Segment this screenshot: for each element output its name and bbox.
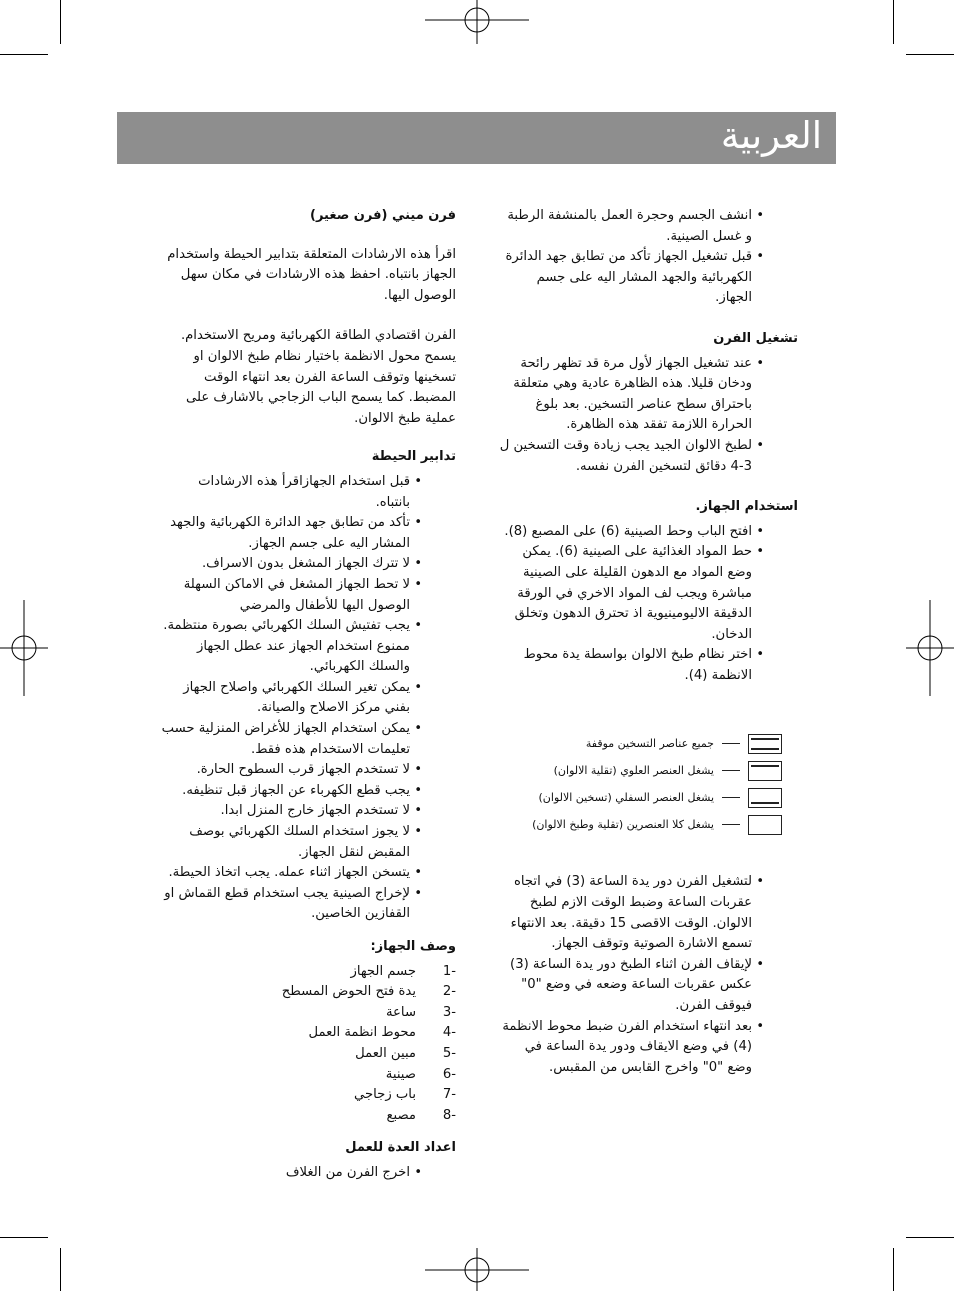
intro-paragraph: اقرأ هذه الارشادات المتعلقة بتدابير الحيطة واستخدام الجهاز بانتباه. احفظ هذه الارشادات في مكان سهل الوصول اليها. [167,246,456,303]
mode-label: يشغل العنصر السفلي (تسخين الالوان) [538,790,714,804]
list-item: 4- محوط انظمة العمل [308,1025,456,1041]
list-item: 1- جسم الجهاز [350,963,456,979]
list-item: • لا تستخدم الجهاز خارج المنزل ابدا. [160,801,456,822]
list-item: • حط المواد الغذائية على الصينية (6). يمكن وضع المواد مع الدهون القليلة على الصينية مباشرة ويجب لف المواد الاخري في الورقة الدقيقة الاليومينيوية اذ تحترق الدهون وتخلق الدخان. [498,542,798,645]
registration-mark-icon [425,1248,529,1291]
page-title: فرن ميني (فرن صغير) [310,208,456,223]
mode-row [498,784,798,811]
mode-row [498,730,798,757]
list-item: 8- مصبع [386,1107,456,1123]
mode-label: جميع عناصر التسخين موقفة [585,736,714,750]
list-item: 5- مبين العمل [355,1045,456,1061]
list-item: • اخرج الفرن من الغلاف [160,1163,456,1184]
registration-mark-icon [906,600,954,696]
usage-bullet-list [498,522,798,687]
left-column [160,206,456,1184]
language-banner [117,112,836,164]
list-item: • بعد انتهاء استخدام الفرن ضبط محوط الانظمة (4) في وضع الايقاف ودور يدة الساعة في وضع "0" واخرج القابس من المقبس. [498,1017,798,1079]
list-item: • قبل استخدام الجهازاقرأ هذه الارشادات بانتباه. [160,472,456,513]
dash-separator [722,770,740,771]
operation-bullet-list [498,354,798,478]
list-item: • تأكد من تطابق جهد الدائرة الكهربائية والجهد المشار اليه على جسم الجهاز. [160,513,456,554]
section-heading-operation: تشغيل الفرن [713,330,798,346]
crop-mark [60,0,61,44]
list-item: • لإيقاف الفرن اثناء الطبخ دور يدة الساعة (3) عكس عقربات الساعة وضعه في وضع "0" فيوقف الفرن. [498,955,798,1017]
section-heading-safety: تدابير الحيطة [371,449,456,465]
crop-mark [893,1248,894,1291]
section-heading-preparation: اعداد العدة للعمل [345,1140,456,1156]
mode-label: يشغل العنصر العلوي (تقلية الالوان) [553,763,714,777]
mode-row [498,811,798,838]
dash-separator [722,743,740,744]
safety-bullet-list [160,472,456,925]
dash-separator [722,824,740,825]
list-item: • لتشغيل الفرن دور يدة الساعة (3) في اتجاه عقربات الساعة وضبط الوقت الازم لطبخ الالوان. الوقت الاقصى 15 دقيقة. بعد الانتهاء تسمع الاشارة الصوتية وتوقف الجهاز. [498,872,798,954]
list-item: • لطبخ الالوان الجيد يجب زيادة وقت التسخين ل 3-4 دقائق لتسخين الفرن نفسه. [498,436,798,477]
list-item: • يمكن استخدام الجهاز للأغراض المنزلية حسب تعليمات الاستخدام هذه فقط. [160,719,456,760]
list-item: • لا يجوز استخدام السلك الكهربائي بوصف المقبض لنقل الجهاز. [160,822,456,863]
mode-label: يشغل كلا العنصرين (تقلية وطبخ الالوان) [532,817,714,831]
both-elements-icon [748,815,782,835]
timer-bullet-list [498,872,798,1078]
list-item: • لا تترك الجهاز المشغل بدون الاسراف. [160,554,456,575]
list-item: • يجب تفتيش السلك الكهربائي بصورة منتظمة. ممنوع استخدام الجهاز عند عطل الجهاز والسلك الكهربائي. [160,616,456,678]
list-item: • لا تحط الجهاز المشغل في الاماكن السهلة الوصول اليها للأطفال والمرضي [160,575,456,616]
list-item: • يتسخن الجهاز اثناء عمله. يجب اتخاذ الحيطة. [160,863,456,884]
list-item: 3- ساعة [385,1004,456,1020]
section-heading-parts: وصف الجهاز: [370,939,456,954]
crop-mark [906,1237,954,1238]
intro-bullet-list [498,206,798,309]
crop-mark [0,54,48,55]
dash-separator [722,797,740,798]
list-item: 2- يدة فتح الحوض المسطح [281,984,456,1000]
parts-list [160,962,456,1127]
list-item: • يمكن تغير السلك الكهربائي واصلاح الجهاز بفني مركز الاصلاح والصيانة. [160,678,456,719]
list-item: • اختر نظام طبخ الالوان بواسطة يدة محوط الانظمة (4). [498,645,798,686]
right-column [498,206,798,1078]
list-item: • عند تشغيل الجهاز لأول مرة قد تظهر رائحة ودخان قليلا. هذه الظاهرة عادية وهي متعلقة باحتراق سطح عناصر التسخين. بعد بلوغ الحرارة اللازمة تفقد هذه الظاهرة. [498,354,798,436]
crop-mark [60,1248,61,1291]
description-paragraph: الفرن اقتصادي الطاقة الكهربائية ومريح الاستخدام. يسمح محول الانظمة باختيار نظام طبخ الالوان او تسخينها وتوقف الساعة الفرن بعد انتهاء الوقت المضبط. كما يسمح الباب الزجاجي بالاشارف على عملية طبخ الالوان. [180,328,456,426]
registration-mark-icon [425,0,529,44]
all-elements-off-icon [748,734,782,754]
list-item: • لا تستخدم الجهاز قرب السطوح الحارة. [160,760,456,781]
bottom-element-icon [748,788,782,808]
top-element-icon [748,761,782,781]
list-item: • انشف الجسم وحجرة العمل بالمنشفة الرطبة و غسل الصينية. [498,206,798,247]
list-item: 6- صينية [385,1066,456,1082]
heating-mode-legend [498,730,798,838]
list-item: • لإخراج الصينية يجب استخدام قطع القماش او القفازين الخاصين. [160,884,456,925]
crop-mark [906,54,954,55]
list-item: • قبل تشغيل الجهاز تأكد من تطابق جهد الدائرة الكهربائية والجهد المشار اليه على جسم الجهاز. [498,247,798,309]
list-item: • افتح الباب وحط الصينية (6) على المصبع (8). [498,522,798,543]
list-item: • يجب قطع الكهرباء عن الجهاز قبل تنظيفه. [160,781,456,802]
banner-title: العربية [720,114,822,157]
crop-mark [0,1237,48,1238]
preparation-bullet-list [160,1163,456,1184]
mode-row [498,757,798,784]
registration-mark-icon [0,600,48,696]
section-heading-usage: استخدام الجهاز. [695,499,798,515]
crop-mark [893,0,894,44]
list-item: 7- باب زجاجي [354,1087,456,1103]
